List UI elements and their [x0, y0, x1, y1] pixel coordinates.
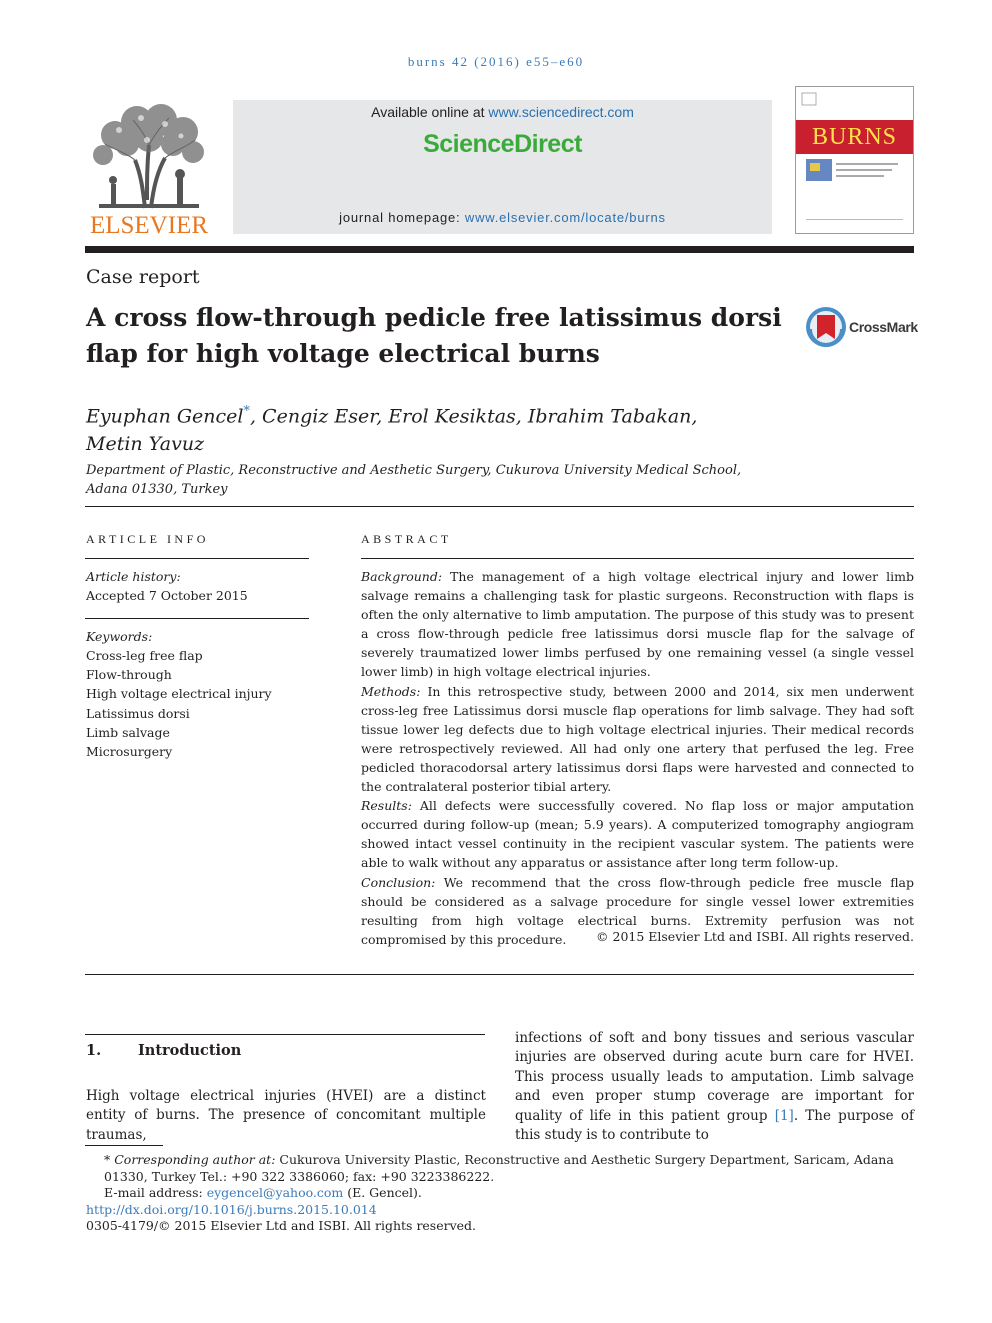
abstract-heading: ABSTRACT [361, 532, 452, 546]
section-heading-introduction [86, 1042, 241, 1059]
footnote-email-line [86, 1185, 914, 1202]
author-names-rest: , Cengiz Eser, Erol Kesiktas, Ibrahim Tabakan, [249, 405, 698, 428]
abstract-background-text: The management of a high voltage electrical injury and lower limb salvage remains a challenging task for plastic surgeons. Reconstruction with flaps is often the only alternative to limb amputation. The purpose of this study was to present a cross flow-through pedicle free latissimus dorsi muscle flap for the salvage of severely traumatized lower limbs perfused by one remaining vessel (a single vessel lower limb) in high voltage electrical injuries. [361, 569, 914, 680]
available-online-line [233, 104, 772, 120]
keywords-label: Keywords: [86, 629, 153, 644]
abstract-background [361, 567, 914, 682]
keyword-item: Flow-through [86, 667, 172, 683]
footnote-address: Cukurova University Plastic, Reconstructive and Aesthetic Surgery Department, Saricam, Adana 01330, Turkey Tel.: +90 322 3386060; fax: +90 3223386222. [104, 1152, 894, 1184]
abstract-results [361, 796, 914, 872]
elsevier-wordmark: ELSEVIER [89, 212, 209, 239]
intro-text-left: High voltage electrical injuries (HVEI) are a distinct entity of burns. The presence of concomitant multiple traumas, [86, 1088, 486, 1143]
article-info-heading: ARTICLE INFO [86, 532, 209, 546]
footnote-rule [85, 1145, 163, 1146]
doi-link[interactable]: http://dx.doi.org/10.1016/j.burns.2015.10.014 [86, 1201, 377, 1217]
abstract-methods-label: Methods: [361, 683, 421, 699]
footnote [86, 1152, 914, 1235]
corresponding-author-marker[interactable]: * [243, 404, 250, 419]
section-title: Introduction [138, 1042, 242, 1059]
keyword-item: Limb salvage [86, 724, 170, 740]
abstract-copyright: © 2015 Elsevier Ltd and ISBI. All rights reserved. [596, 929, 914, 944]
intro-text-right-b: . The purpose of this study is to contribute to [515, 1107, 914, 1144]
abstract-methods [361, 682, 914, 797]
article-history-label: Article history: [86, 569, 181, 584]
keyword-item: High voltage electrical injury [86, 686, 272, 702]
affiliation: Department of Plastic, Reconstructive and Aesthetic Surgery, Cukurova University Medical School, Adana 01330, Turkey [86, 463, 742, 497]
history-rule [85, 618, 309, 619]
keyword-item: Latissimus dorsi [86, 705, 190, 721]
abstract-results-text: All defects were successfully covered. No flap loss or major amputation occurred during follow-up (mean; 5.9 years). A computerized tomography angiogram showed intact vessel continuity in the recipient vascular system. The patients were able to walk without any apparatus or assistance after long term follow-up. [361, 798, 914, 871]
header-rule [85, 246, 914, 253]
available-prefix: Available online at [371, 104, 489, 120]
abstract-body [361, 567, 914, 949]
author-list [86, 398, 726, 458]
keyword-item: Cross-leg free flap [86, 648, 203, 663]
sciencedirect-brand: ScienceDirect [423, 130, 582, 158]
footnote-email-suffix: (E. Gencel). [343, 1185, 422, 1200]
abstract-results-label: Results: [361, 798, 412, 814]
affiliation-rule [85, 506, 914, 507]
article-title: A cross flow-through pedicle free latissimus dorsi flap for high voltage electrical burns [86, 303, 782, 368]
footnote-corresponding [86, 1152, 914, 1185]
abstract-methods-text: In this retrospective study, between 2000 and 2014, six men underwent cross-leg free Latissimus dorsi muscle flap operations for limb salvage. They had soft tissue lower leg defects due to high voltage electrical injuries. Their medical records were retrospectively reviewed. All had only one artery that perfused the leg. Free pedicled thoracodorsal artery latissimus dorsi flaps were harvested and connected to the contralateral posterior tibial artery. [361, 683, 914, 795]
sciencedirect-link[interactable]: www.sciencedirect.com [488, 104, 634, 120]
journal-reference: burns 42 (2016) e55–e60 [407, 54, 585, 69]
keywords-list [86, 646, 272, 761]
citation-link[interactable]: [1] [774, 1107, 794, 1124]
journal-cover-title: BURNS [811, 124, 898, 150]
abstract-background-label: Background: [361, 569, 443, 584]
intro-text-right [515, 1029, 914, 1145]
article-info-rule [85, 558, 309, 559]
journal-homepage-line [233, 210, 772, 225]
footnote-email-label: E-mail address: [104, 1185, 207, 1200]
author-name-last: Metin Yavuz [86, 433, 205, 456]
abstract-bottom-rule [85, 974, 914, 975]
journal-cover-thumbnail [795, 86, 914, 234]
footnote-corresponding-label: Corresponding author at: [110, 1152, 276, 1167]
email-link[interactable]: eygencel@yahoo.com [206, 1185, 344, 1200]
intro-text-right-a: infections of soft and bony tissues and serious vascular injuries are observed during acute burn care for HVEI. This process usually leads to amputation. Limb salvage and even proper stump coverage are important for quality of life in this patient group [515, 1030, 914, 1124]
journal-homepage-link[interactable]: www.elsevier.com/locate/burns [464, 210, 666, 225]
journal-cover-art-icon [796, 87, 913, 233]
footnote-star: * [104, 1152, 111, 1167]
article-type: Case report [86, 266, 200, 288]
intro-heading-rule [85, 1034, 485, 1035]
abstract-rule [361, 558, 914, 559]
abstract-conclusion-label: Conclusion: [361, 874, 436, 890]
homepage-prefix: journal homepage: [339, 210, 465, 225]
article-history-value: Accepted 7 October 2015 [86, 588, 248, 603]
abstract-conclusion-text: We recommend that the cross flow-through pedicle free muscle flap should be considered as a salvage procedure for single vessel lower extremities resulting from high voltage electrical burns. Extremity perfusion was not compromised by this procedure. [361, 874, 914, 947]
crossmark-label[interactable]: CrossMark [849, 319, 918, 335]
keyword-item: Microsurgery [86, 743, 173, 759]
section-number: 1. [86, 1042, 102, 1059]
author-name: Eyuphan Gencel [86, 405, 244, 428]
issn-line: 0305-4179/© 2015 Elsevier Ltd and ISBI. All rights reserved. [86, 1218, 477, 1233]
